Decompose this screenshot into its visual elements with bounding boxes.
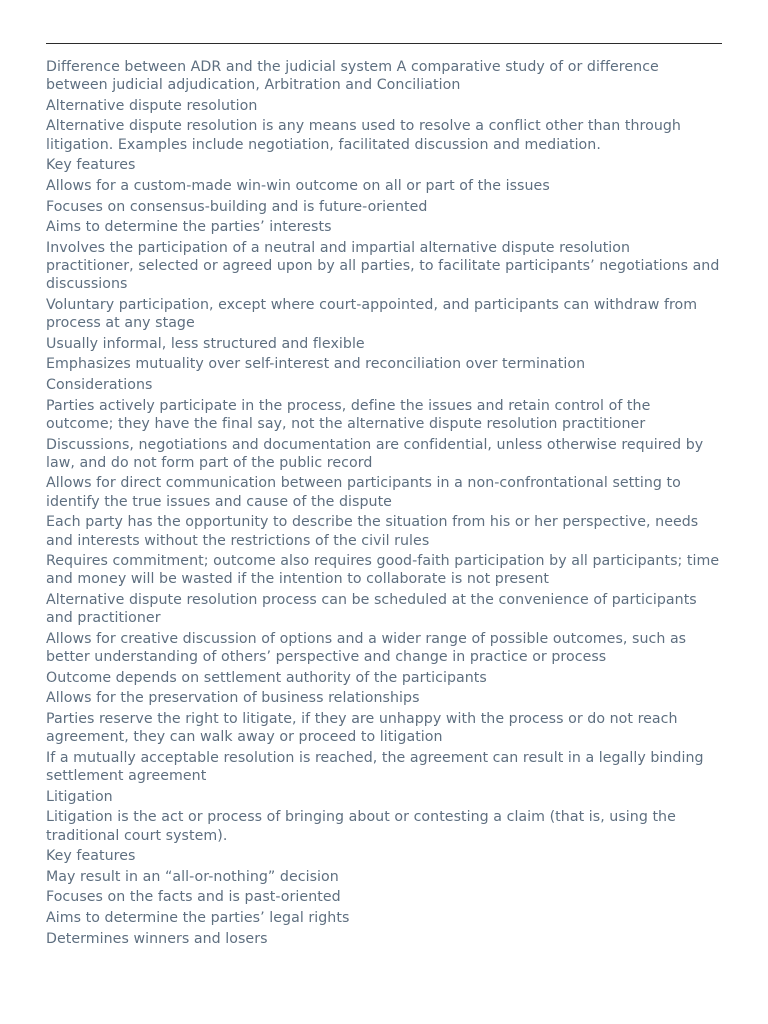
list-item: Aims to determine the parties’ legal rights <box>46 910 350 927</box>
adr-definition: Alternative dispute resolution is any means used to resolve a conflict other than through litigation. Examples include negotiation, facilitated discussion and mediation. <box>46 118 681 153</box>
subheading-key-features: Key features <box>46 157 136 174</box>
list-item: Alternative dispute resolution process can be scheduled at the convenience of participants and practitioner <box>46 592 697 627</box>
list-item: Involves the participation of a neutral and impartial alternative dispute resolution practitioner, selected or agreed upon by all parties, to facilitate participants’ negotiations and discussions <box>46 239 720 293</box>
top-divider <box>46 43 722 44</box>
section-heading-adr: Alternative dispute resolution <box>46 97 258 114</box>
list-item: Voluntary participation, except where court-appointed, and participants can withdraw from process at any stage <box>46 296 698 332</box>
document-title: Difference between ADR and the judicial system A comparative study of or difference between judicial adjudication, Arbitration and Conciliation <box>46 59 659 94</box>
list-item: Allows for a custom-made win-win outcome on all or part of the issues <box>46 177 550 194</box>
subheading-considerations: Considerations <box>46 377 153 394</box>
list-item: Aims to determine the parties’ interests <box>46 219 332 236</box>
document-body <box>46 58 722 948</box>
list-item: Outcome depends on settlement authority of the participants <box>46 669 487 686</box>
section-heading-litigation: Litigation <box>46 788 113 805</box>
subheading-key-features: Key features <box>46 848 136 865</box>
list-item: Focuses on the facts and is past-oriented <box>46 889 341 906</box>
list-item: Allows for direct communication between participants in a non-confrontational setting to identify the true issues and cause of the dispute <box>46 475 681 510</box>
list-item: Each party has the opportunity to describe the situation from his or her perspective, needs and interests without the restrictions of the civil rules <box>46 514 699 549</box>
list-item: Determines winners and losers <box>46 930 268 947</box>
list-item: Requires commitment; outcome also requires good-faith participation by all participants; time and money will be wasted if the intention to collaborate is not present <box>46 553 720 588</box>
list-item: Allows for creative discussion of options and a wider range of possible outcomes, such as better understanding of others’ perspective and change in practice or process <box>46 630 687 666</box>
list-item: Focuses on consensus-building and is future-oriented <box>46 198 428 215</box>
list-item: Usually informal, less structured and flexible <box>46 335 365 352</box>
list-item: Allows for the preservation of business relationships <box>46 690 420 707</box>
list-item: May result in an “all-or-nothing” decision <box>46 868 339 885</box>
litigation-definition: Litigation is the act or process of bringing about or contesting a claim (that is, using the traditional court system). <box>46 809 676 844</box>
list-item: Discussions, negotiations and documentation are confidential, unless otherwise required by law, and do not form part of the public record <box>46 436 704 471</box>
list-item: If a mutually acceptable resolution is reached, the agreement can result in a legally binding settlement agreement <box>46 749 704 785</box>
list-item: Parties actively participate in the process, define the issues and retain control of the outcome; they have the final say, not the alternative dispute resolution practitioner <box>46 397 651 432</box>
list-item: Parties reserve the right to litigate, if they are unhappy with the process or do not reach agreement, they can walk away or proceed to litigation <box>46 711 678 746</box>
list-item: Emphasizes mutuality over self-interest and reconciliation over termination <box>46 356 586 373</box>
document-page <box>46 43 722 950</box>
